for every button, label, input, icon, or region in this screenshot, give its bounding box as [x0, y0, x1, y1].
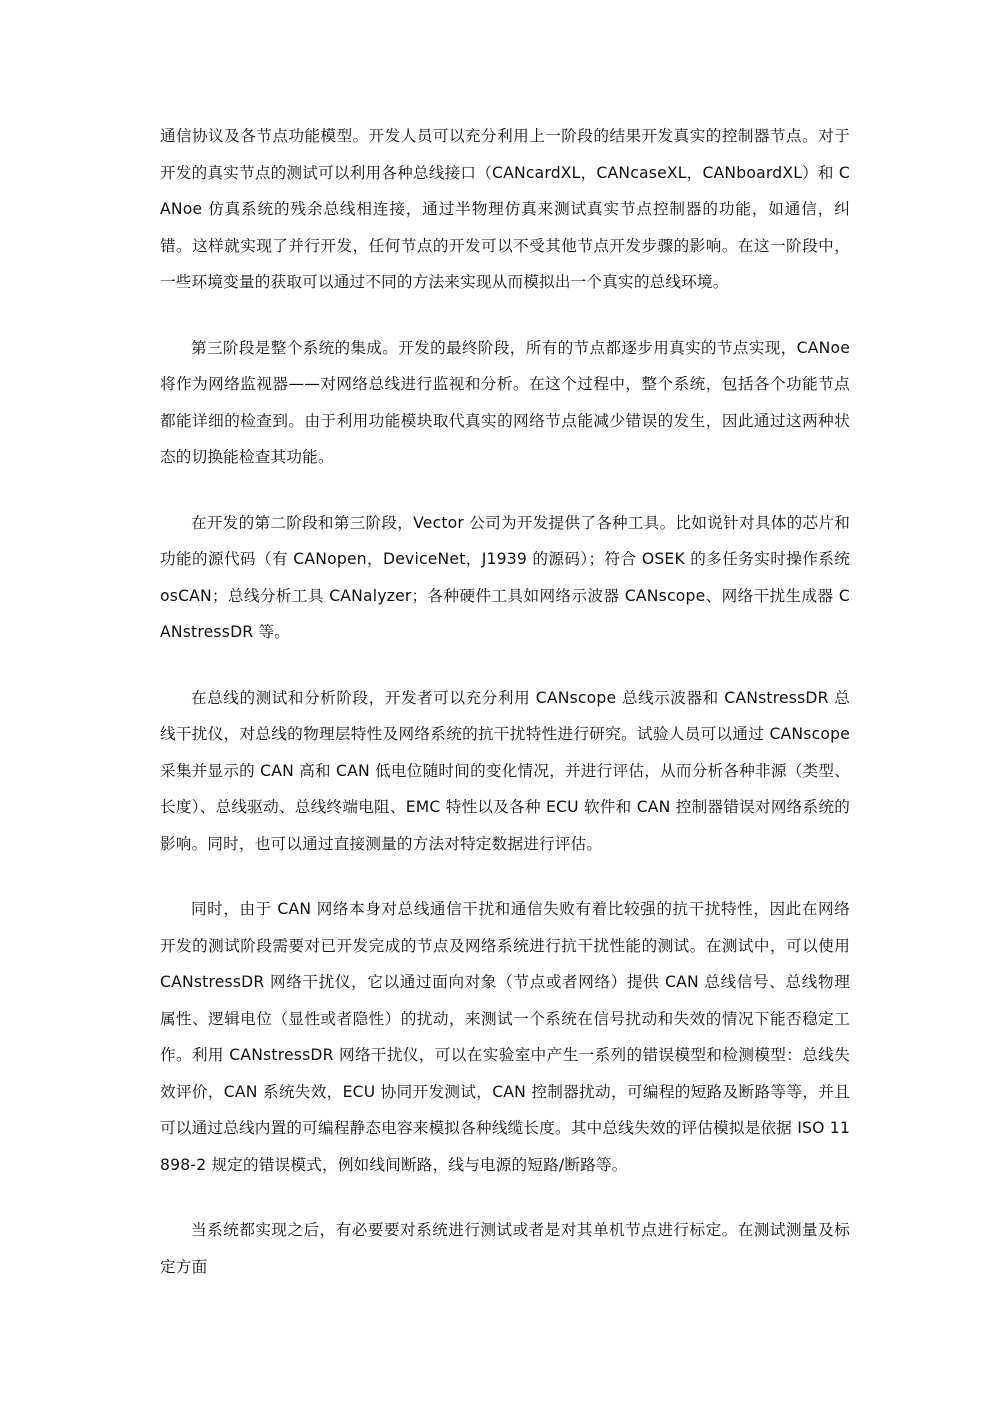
document-body	[160, 118, 850, 1285]
paragraph-4: 在总线的测试和分析阶段，开发者可以充分利用 CANscope 总线示波器和 CANstressDR 总线干扰仪，对总线的物理层特性及网络系统的抗干扰特性进行研究。试验人员可以通过 CANscope 采集并显示的 CAN 高和 CAN 低电位随时间的变化情况，并进行评估，从而分析各种非源（类型、长度）、总线驱动、总线终端电阻、EMC 特性以及各种 ECU 软件和 CAN 控制器错误对网络系统的影响。同时，也可以通过直接测量的方法对特定数据进行评估。	[160, 688, 850, 853]
paragraph-2: 第三阶段是整个系统的集成。开发的最终阶段，所有的节点都逐步用真实的节点实现，CANoe 将作为网络监视器——对网络总线进行监视和分析。在这个过程中，整个系统，包括各个功能节点都能详细的检查到。由于利用功能模块取代真实的网络节点能减少错误的发生，因此通过这两种状态的切换能检查其功能。	[160, 338, 850, 466]
paragraph-1: 通信协议及各节点功能模型。开发人员可以充分利用上一阶段的结果开发真实的控制器节点。对于开发的真实节点的测试可以利用各种总线接口（CANcardXL，CANcaseXL，CANboardXL）和 CANoe 仿真系统的残余总线相连接，通过半物理仿真来测试真实节点控制器的功能，如通信，纠错。这样就实现了并行开发，任何节点的开发可以不受其他节点开发步骤的影响。在这一阶段中，一些环境变量的获取可以通过不同的方法来实现从而模拟出一个真实的总线环境。	[160, 127, 850, 291]
paragraph-6: 当系统都实现之后，有必要要对系统进行测试或者是对其单机节点进行标定。在测试测量及标定方面	[160, 1221, 850, 1276]
paragraph-3: 在开发的第二阶段和第三阶段，Vector 公司为开发提供了各种工具。比如说针对具体的芯片和功能的源代码（有 CANopen，DeviceNet，J1939 的源码）；符合 OSEK 的多任务实时操作系统 osCAN；总线分析工具 CANalyzer；各种硬件工具如网络示波器 CANscope、网络干扰生成器 CANstressDR 等。	[160, 513, 850, 641]
paragraph-5: 同时，由于 CAN 网络本身对总线通信干扰和通信失败有着比较强的抗干扰特性，因此在网络开发的测试阶段需要对已开发完成的节点及网络系统进行抗干扰性能的测试。在测试中，可以使用 CANstressDR 网络干扰仪，它以通过面向对象（节点或者网络）提供 CAN 总线信号、总线物理属性、逻辑电位（显性或者隐性）的扰动，来测试一个系统在信号扰动和失效的情况下能否稳定工作。利用 CANstressDR 网络干扰仪，可以在实验室中产生一系列的错误模型和检测模型：总线失效评价，CAN 系统失效，ECU 协同开发测试，CAN 控制器扰动，可编程的短路及断路等等，并且可以通过总线内置的可编程静态电容来模拟各种线缆长度。其中总线失效的评估模拟是依据 ISO 11898-2 规定的错误模式，例如线间断路，线与电源的短路/断路等。	[160, 900, 850, 1174]
